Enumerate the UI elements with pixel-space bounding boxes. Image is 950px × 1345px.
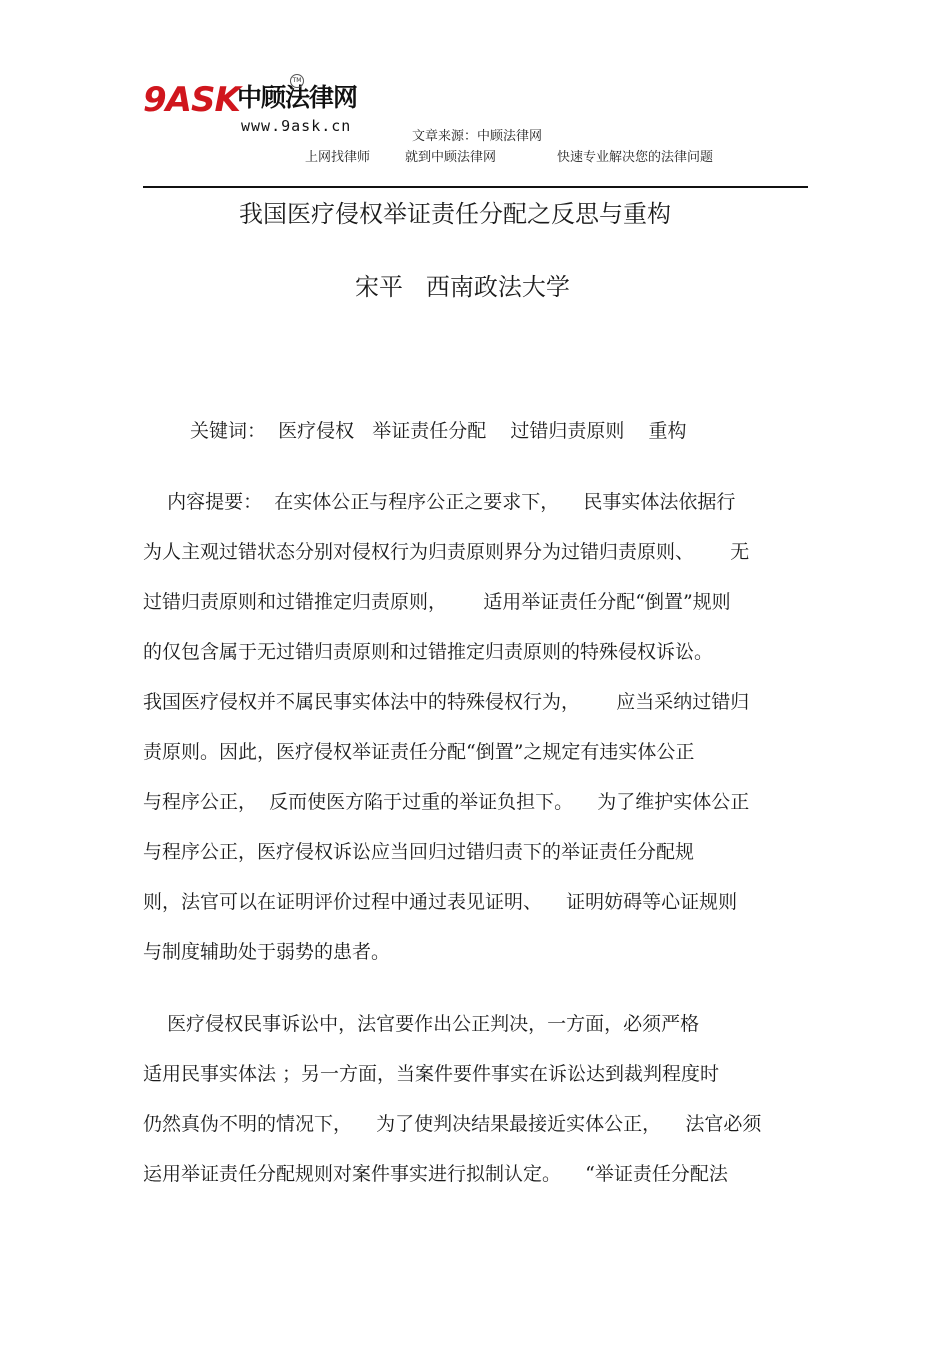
site-logo[interactable] — [143, 78, 383, 138]
article-source: 文章来源：中顾法律网 — [412, 129, 543, 144]
logo-site-name: 中顾法律网 — [237, 83, 358, 112]
abstract-line: 与制度辅助处于弱势的患者。 — [143, 941, 391, 963]
trademark-icon: TM — [290, 74, 304, 88]
article-title-text: 我国医疗侵权举证责任分配之反思与重构 — [239, 200, 671, 228]
body-line: 医疗侵权民事诉讼中，法官要作出公正判决，一方面，必须严格 — [143, 1013, 700, 1035]
logo-mark: 9ASK — [143, 80, 240, 120]
logo-url: www.9ask.cn — [241, 117, 352, 135]
abstract-line: 我国医疗侵权并不属民事实体法中的特殊侵权行为， 应当采纳过错归 — [143, 691, 750, 713]
abstract-line: 责原则。因此，医疗侵权举证责任分配“倒置”之规定有违实体公正 — [143, 741, 695, 763]
body-line: 运用举证责任分配规则对案件事实进行拟制认定。 “举证责任分配法 — [143, 1163, 728, 1185]
article-author: 宋平 西南政法大学 — [355, 273, 570, 301]
abstract-line: 内容提要： 在实体公正与程序公正之要求下， 民事实体法依据行 — [143, 491, 736, 513]
abstract-line: 与程序公正， 反而使医方陷于过重的举证负担下。 为了维护实体公正 — [143, 791, 750, 813]
header-divider — [143, 186, 808, 188]
article-title — [0, 196, 950, 232]
keywords: 关键词： 医疗侵权 举证责任分配 过错归责原则 重构 — [190, 420, 687, 442]
body-line: 适用民事实体法 ；另一方面，当案件要件事实在诉讼达到裁判程度时 — [143, 1063, 720, 1085]
tagline-find-lawyer: 上网找律师 — [305, 150, 371, 165]
abstract-line: 过错归责原则和过错推定归责原则， 适用举证责任分配“倒置”规则 — [143, 591, 731, 613]
tagline-solve: 快速专业解决您的法律问题 — [557, 150, 714, 165]
body-line: 仍然真伪不明的情况下， 为了使判决结果最接近实体公正， 法官必须 — [143, 1113, 762, 1135]
tagline-site: 就到中顾法律网 — [405, 150, 497, 165]
abstract-line: 为人主观过错状态分别对侵权行为归责原则界分为过错归责原则、 无 — [143, 541, 750, 563]
abstract-line: 的仅包含属于无过错归责原则和过错推定归责原则的特殊侵权诉讼。 — [143, 641, 714, 663]
abstract-line: 则，法官可以在证明评价过程中通过表见证明、 证明妨碍等心证规则 — [143, 891, 738, 913]
abstract-line: 与程序公正，医疗侵权诉讼应当回归过错归责下的举证责任分配规 — [143, 841, 695, 863]
